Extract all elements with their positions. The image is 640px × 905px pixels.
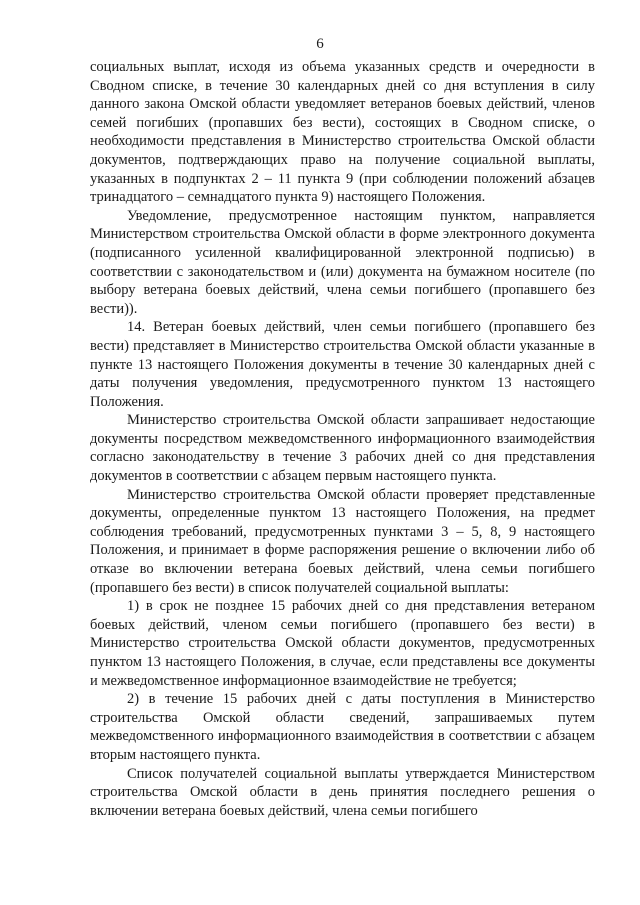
paragraph-subitem-1: 1) в срок не позднее 15 рабочих дней со дня представления ветераном боевых действий, членом семьи погибшего (пропавшего без вести) в Министерство строительства Омской области документов, предусмотренных пунктом 13 настоящего Положения, в случае, если представлены все документы и межведомственное информационное взаимодействие не требуется; bbox=[90, 598, 595, 689]
paragraph-notification: Уведомление, предусмотренное настоящим пунктом, направляется Министерством строительства Омской области в форме электронного документа (подписанного усиленной квалифицированной электронной подписью) в соответствии с законодательством и (или) документа на бумажном носителе (по выбору ветерана боевых действий, члена семьи погибшего (пропавшего без вести)). bbox=[90, 207, 595, 317]
paragraph-ministry-requests: Министерство строительства Омской области запрашивает недостающие документы посредством межведомственного информационного взаимодействия согласно законодательству в течение 3 рабочих дней со дня представления документов в соответствии с абзацем первым настоящего пункта. bbox=[90, 412, 595, 485]
paragraph-clause-14: 14. Ветеран боевых действий, член семьи погибшего (пропавшего без вести) представляет в Министерство строительства Омской области указанные в пункте 13 настоящего Положения документы в течение 30 календарных дней с даты получения уведомления, предусмотренного пунктом 13 настоящего Положения. bbox=[90, 319, 595, 410]
paragraph-continuation: социальных выплат, исходя из объема указанных средств и очередности в Сводном списке, в течение 30 календарных дней со дня вступления в силу данного закона Омской области уведомляет ветеранов боевых действий, членов семей погибших (пропавших без вести), состоящих в Сводном списке, о необходимости представления в Министерство строительства Омской области документов, подтверждающих право на получение социальной выплаты, указанных в подпунктах 2 – 11 пункта 9 (при соблюдении положений абзацев тринадцатого – семнадцатого пункта 9) настоящего Положения. bbox=[90, 59, 595, 206]
paragraph-subitem-2: 2) в течение 15 рабочих дней с даты поступления в Министерство строительства Омской области сведений, запрашиваемых путем межведомственного информационного взаимодействия в соответствии с абзацем вторым настоящего пункта. bbox=[90, 691, 595, 763]
paragraph-recipient-list: Список получателей социальной выплаты утверждается Министерством строительства Омской области в день принятия последнего решения о включении ветерана боевых действий, члена семьи погибшего bbox=[90, 765, 595, 819]
page-number: 6 bbox=[316, 36, 324, 52]
document-body bbox=[90, 58, 595, 820]
paragraph-ministry-checks: Министерство строительства Омской области проверяет представленные документы, определенные пунктом 13 настоящего Положения, на предмет соблюдения требований, предусмотренных пунктами 3 – 5, 8, 9 настоящего Положения, и принимает в форме распоряжения решение о включении либо об отказе во включении ветерана боевых действий, члена семьи погибшего (пропавшего без вести) в список получателей социальной выплаты: bbox=[90, 486, 595, 596]
